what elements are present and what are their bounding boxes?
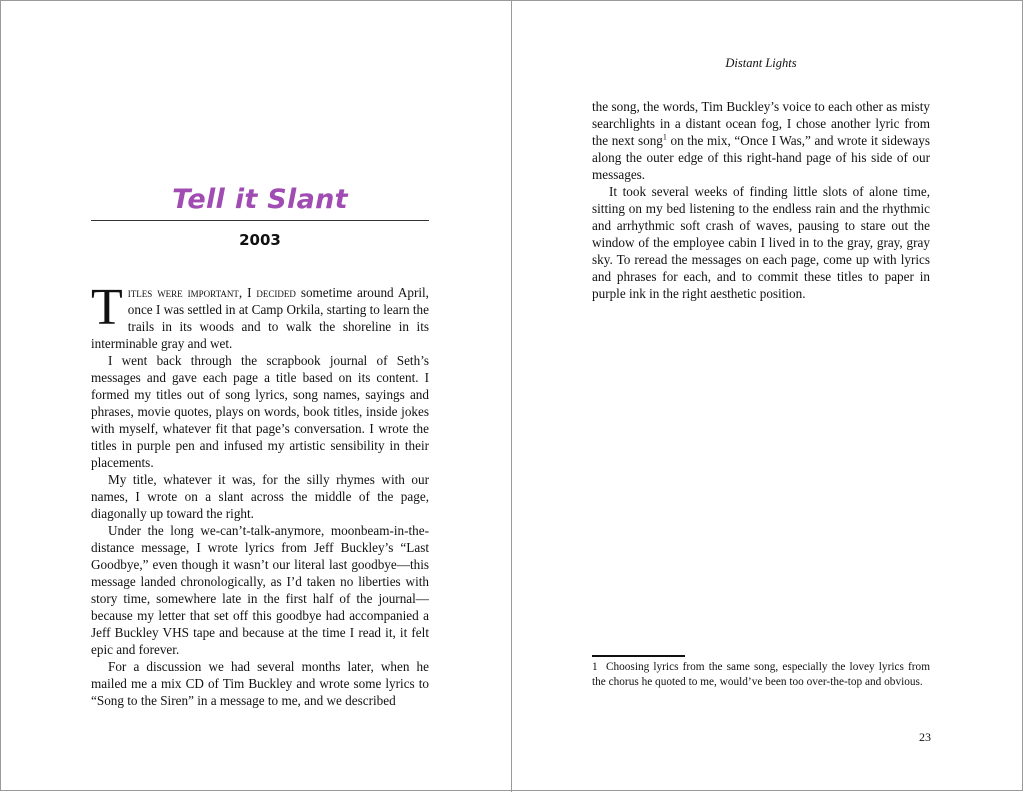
body-paragraph: My title, whatever it was, for the silly rhymes with our names, I wrote on a slant across the middle of the page, diagonally up toward the right. — [91, 472, 429, 521]
chapter-title: Tell it Slant — [172, 184, 348, 215]
running-head: Distant Lights — [725, 56, 797, 70]
body-paragraph: For a discussion we had several months later, when he mailed me a mix CD of Tim Buckley and wrote some lyrics to “Song to the Siren” in a message to me, and we described — [91, 659, 429, 708]
body-paragraph: I went back through the scrapbook journal of Seth’s messages and gave each page a title based on its content. I formed my titles out of song lyrics, song names, sayings and phrases, movie quotes, plays on words, book titles, inside jokes with myself, whatever fit that page’s conversation. I wrote the titles in purple pen and infused my artistic sensibility in their placements. — [91, 353, 429, 470]
right-body-text — [592, 98, 930, 302]
footnote-text: Choosing lyrics from the same song, especially the lovey lyrics from the chorus he quoted to me, would’ve been too over-the-top and obvious. — [592, 661, 930, 688]
left-page — [1, 1, 511, 792]
continued-text-end: on the mix, “Once I Was,” and wrote it sideways along the outer edge of this right-hand page of his side of our messages. — [592, 133, 930, 182]
footnote-number: 1 — [592, 661, 598, 673]
continued-paragraph — [592, 98, 930, 183]
drop-cap: T — [91, 279, 123, 336]
body-paragraph: It took several weeks of finding little slots of alone time, sitting on my bed listening to the endless rain and the rhythmic and arrhythmic soft crash of waves, pausing to stare out the window of the employee cabin I lived in to the gray, gray, gray sky. To reread the messages on each page, come up with lyrics and phrases for each, and to commit these titles to paper in purple ink in the right aesthetic position. — [592, 184, 930, 301]
chapter-year: 2003 — [239, 231, 281, 249]
opening-small-caps: itles were important, I decided — [127, 285, 296, 300]
opening-text: sometime around April, once I was settled in at Camp Orkila, starting to learn the trails in its woods and to walk the shoreline in its interminable gray and wet. — [91, 285, 429, 351]
title-rule — [91, 220, 429, 221]
continued-text: the song, the words, Tim Buckley’s voice to each other as misty searchlights in a distant ocean fog, I chose another lyric from the next song — [592, 99, 930, 148]
opening-paragraph — [91, 279, 429, 352]
page-number: 23 — [919, 730, 931, 744]
left-body-text — [91, 279, 429, 709]
body-paragraph: Under the long we-can’t-talk-anymore, moonbeam-in-the-distance message, I wrote lyrics from Jeff Buckley’s “Last Goodbye,” even though it wasn’t our literal last goodbye—this message landed chronologically, as I’d taken no liberties with story time, somewhere late in the first half of the journal—because my letter that set off this goodbye had accompanied a Jeff Buckley VHS tape and because at the time I read it, it felt epic and forever. — [91, 523, 429, 657]
footnote-reference[interactable]: 1 — [662, 132, 667, 142]
footnote — [592, 660, 930, 689]
footnote-rule — [592, 655, 685, 657]
